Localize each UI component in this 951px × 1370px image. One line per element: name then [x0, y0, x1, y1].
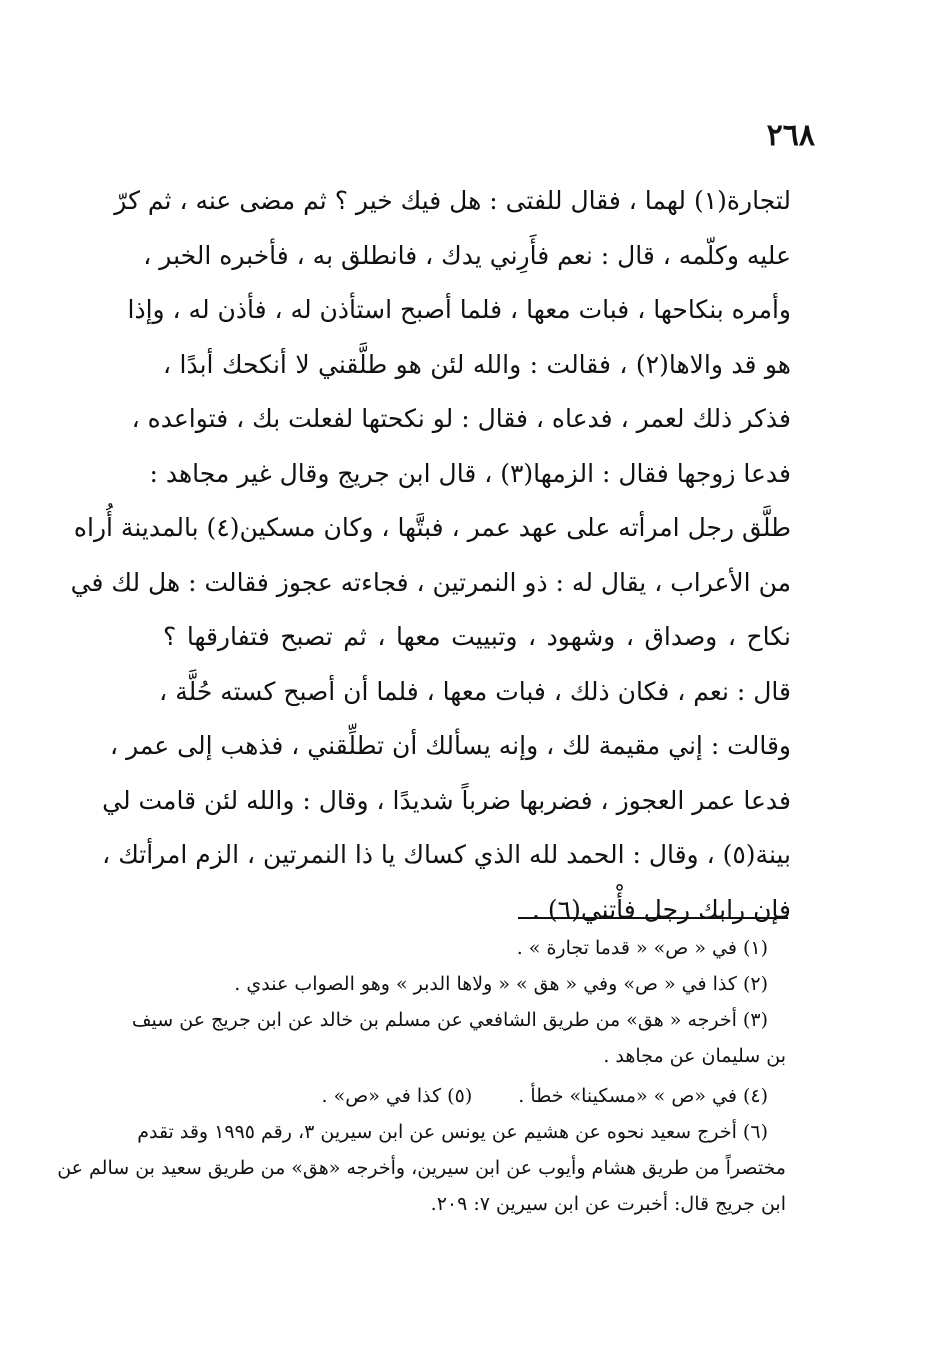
footnote-2: (٢) كذا في « ص» وفي « هق » « ولاها الدبر » وهو الصواب عندي .	[234, 973, 768, 995]
footnote-3: (٣) أخرجه « هق» من طريق الشافعي عن مسلم بن خالد عن ابن جريج عن سيف	[131, 1009, 768, 1031]
footnote-4: (٤) في «ص » «مسكينا» خطأ .	[518, 1085, 768, 1107]
footnote-separator	[518, 917, 788, 919]
main-text	[70, 174, 791, 937]
footnote-5: (٥) كذا في «ص» .	[321, 1085, 473, 1107]
text-line: فدعا زوجها فقال : الزمها(٣) ، قال ابن جريج وقال غير مجاهد :	[149, 458, 791, 488]
footnote-4-5-line	[156, 1078, 786, 1114]
text-line: وقالت : إني مقيمة لك ، وإنه يسألك أن تطلِّقني ، فذهب إلى عمر ،	[110, 731, 791, 760]
footnotes	[57, 930, 786, 1222]
footnote-1: (١) في « ص» « قدما تجارة » .	[516, 937, 768, 959]
text-line: عليه وكلّمه ، قال : نعم فأَرِني يدك ، فانطلق به ، فأخبره الخبر ،	[143, 240, 791, 270]
text-line: طلَّق رجل امرأته على عهد عمر ، فبتَّها ، وكان مسكين(٤) بالمدينة أُراه	[73, 513, 791, 542]
text-line: قال : نعم ، فكان ذلك ، فبات معها ، فلما أن أصبح كسته حُلَّة ،	[159, 676, 791, 706]
text-line: لتجارة(١) لهما ، فقال للفتى : هل فيك خير ؟ ثم مضى عنه ، ثم كرّ	[114, 186, 791, 215]
text-line: من الأعراب ، يقال له : ذو النمرتين ، فجاءته عجوز فقالت : هل لك في	[70, 567, 791, 597]
text-line: نكاح ، وصداق ، وشهود ، وتبييت معها ، ثم تصبح فتفارقها ؟	[163, 622, 791, 651]
page-number: ٢٦٨	[766, 118, 815, 153]
footnote-3-continued: بن سليمان عن مجاهد .	[603, 1045, 786, 1067]
text-line: فدعا عمر العجوز ، فضربها ضرباً شديدًا ، وقال : والله لئن قامت لي	[102, 785, 791, 815]
text-line: بينة(٥) ، وقال : الحمد لله الذي كساك يا ذا النمرتين ، الزم امرأتك ،	[102, 840, 791, 869]
footnote-6-continued: ابن جريج قال: أخبرت عن ابن سيرين ٧: ٢٠٩.	[430, 1193, 786, 1215]
text-line: هو قد والاها(٢) ، فقالت : والله لئن هو طلَّقني لا أنكحك أبدًا ،	[163, 349, 791, 379]
text-line: وأمره بنكاحها ، فبات معها ، فلما أصبح استأذن له ، فأذن له ، وإذا	[127, 295, 791, 324]
text-line: فذكر ذلك لعمر ، فدعاه ، فقال : لو نكحتها لفعلت بك ، فتواعده ،	[131, 404, 791, 433]
footnote-6-continued: مختصراً من طريق هشام وأيوب عن ابن سيرين، وأخرجه «هق» من طريق سعيد بن سالم عن	[57, 1157, 786, 1179]
footnote-6: (٦) أخرج سعيد نحوه عن هشيم عن يونس عن ابن سيرين ٣، رقم ١٩٩٥ وقد تقدم	[137, 1121, 768, 1143]
text-line: فإن رابك رجل فأْتني(٦) .	[531, 894, 791, 924]
